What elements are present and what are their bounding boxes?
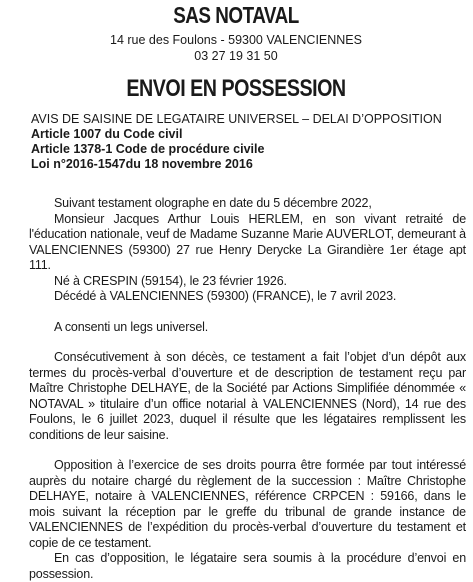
death-paragraph: Décédé à VALENCIENNES (59300) (FRANCE), le 7 avril 2023. (54, 289, 397, 303)
deposit-paragraph: Consécutivement à son décès, ce testament a fait l’objet d’un dépôt aux termes du procès-verbal d’ouverture et de description de testament reçu par Maître Christophe DELHAYE, de la Société par Actions Simplifiée dénommée « NOTAVAL » titulaire d’un office notarial à VALENCIENNES (Nord), 14 rue des Foulons, le 6 juillet 2023, duquel il résulte que les légataires remplissent les conditions de leur saisine. (29, 350, 466, 442)
opposition-case-paragraph: En cas d’opposition, le légataire sera soumis à la procédure d’envoi en possession. (29, 551, 466, 581)
notice-title: ENVOI EN POSSESSION (126, 75, 346, 102)
firm-name: SAS NOTAVAL (173, 2, 299, 28)
testament-paragraph: Suivant testament olographe en date du 5 décembre 2022, (54, 196, 372, 210)
legal-references (6, 112, 466, 172)
article-procedure-code: Article 1378-1 Code de procédure civile (31, 142, 265, 156)
notice-body (6, 196, 466, 582)
identity-paragraph: Monsieur Jacques Arthur Louis HERLEM, en son vivant retraité de l'éducation nationale, veuf de Madame Suzanne Marie AUVERLOT, demeurant à VALENCIENNES (59300) 27 rue Henry Derycke La Girandière 1er étage apt 111. (29, 211, 466, 272)
opposition-paragraph: Opposition à l’exercice de ses droits pourra être formée par tout intéressé auprès du notaire chargé du règlement de la succession : Maître Christophe DELHAYE, notaire à VALENCIENNES, référence CRPCEN : 59166, dans le mois suivant la réception par le greffe du tribunal de grande instance de VALENCIENNES de l’expédition du procès-verbal d’ouverture du testament et copie de ce testament. (29, 458, 466, 550)
birth-paragraph: Né à CRESPIN (59154), le 23 février 1926. (54, 273, 287, 288)
firm-address: 14 rue des Foulons - 59300 VALENCIENNES (110, 33, 362, 47)
legacy-paragraph: A consenti un legs universel. (54, 319, 209, 334)
notice-subtitle: AVIS DE SAISINE DE LEGATAIRE UNIVERSEL – DELAI D’OPPOSITION (31, 112, 442, 126)
article-civil-code: Article 1007 du Code civil (31, 127, 183, 141)
law-reference: Loi n°2016-1547du 18 novembre 2016 (31, 157, 253, 171)
firm-phone: 03 27 19 31 50 (194, 49, 278, 63)
